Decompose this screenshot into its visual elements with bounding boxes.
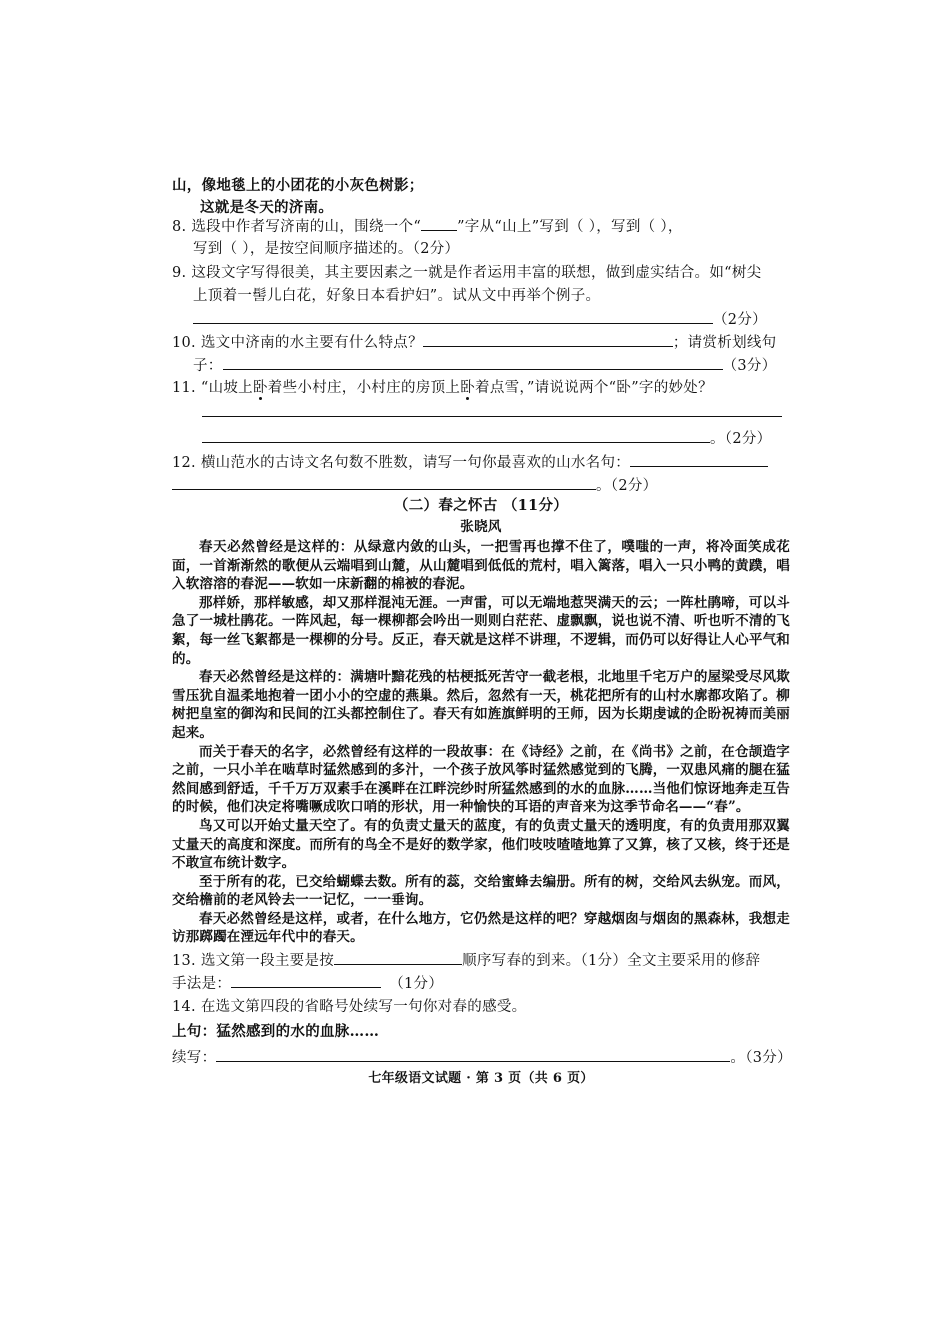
question-13-text-c: 手法是： — [172, 976, 232, 992]
question-11-answer-blank-2[interactable] — [202, 428, 710, 443]
question-9-line-2: 上顶着一髻儿白花，好象日本看护妇”。试从文中再举个例子。 — [193, 288, 601, 304]
question-11-text-c: 着点雪，”请说说两个“卧”字的妙处？ — [475, 380, 713, 396]
question-8-line-2: 写到（ ），是按空间顺序描述的。（2分） — [193, 241, 460, 257]
passage-paragraph-6: 至于所有的花，已交给蝴蝶去数。所有的蕊，交给蜜蜂去编册。所有的树，交给风去纵宠。而风，交给檐前的老风铃去一一记忆，一一垂询。 — [172, 873, 790, 909]
passage-paragraph-2: 那样娇，那样敏感，却又那样混沌无涯。一声雷，可以无端地惹哭满天的云；一阵杜鹃啼，可以斗急了一城杜鹃花。一阵风起，每一棵柳都会吟出一则则白茫茫、虚飘飘，说也说不清、听也听不清的飞絮，每一丝飞絮都是一棵柳的分号。反正，春天就是这样不讲理，不逻辑，而仍可以好得让人心平气和的。 — [172, 594, 790, 667]
question-12-text: 12. 横山范水的古诗文名句数不胜数，请写一句你最喜欢的山水名句： — [172, 455, 631, 471]
section-title: （二）春之怀古 （11分） — [393, 497, 569, 514]
question-13-line-2 — [172, 973, 443, 994]
question-13-blank-1[interactable] — [334, 950, 462, 965]
question-11-answer-row-1 — [202, 402, 782, 423]
passage-paragraph-3: 春天必然曾经是这样的：满塘叶黯花残的枯梗抵死苦守一截老根，北地里千宅万户的屋梁受尽风欺雪压犹自温柔地抱着一团小小的空虚的燕巢。然后，忽然有一天，桃花把所有的山村水廓都攻陷了。柳树把皇室的御沟和民间的江头都控制住了。春天有如旌旗鲜明的王师，因为长期虔诚的企盼祝祷而美丽起来。 — [172, 669, 790, 741]
question-11-emphasis-1: 卧 — [252, 380, 268, 396]
question-10-blank-2[interactable] — [223, 355, 723, 370]
question-11-text-b: 着些小村庄，小村庄的房顶上 — [267, 380, 461, 396]
question-13-text-b: 顺序写春的到来。（1分）全文主要采用的修辞 — [462, 953, 761, 969]
question-11-line-1 — [172, 378, 713, 398]
question-10-line-1 — [172, 332, 776, 353]
question-14-score: 。（3分） — [730, 1050, 792, 1066]
question-9-answer-row — [193, 309, 767, 330]
question-14-continue-row — [172, 1047, 792, 1068]
question-12-blank-2[interactable] — [172, 475, 596, 490]
question-8-line-1 — [172, 216, 683, 237]
question-11-score: 。（2分） — [710, 431, 772, 447]
question-8-text-a: 8. 选段中作者写济南的山，围绕一个“ — [172, 219, 422, 235]
passage-body — [172, 538, 790, 947]
question-14-upper-sentence: 上句：猛然感到的水的血脉…… — [172, 1023, 380, 1040]
passage-paragraph-1: 春天必然曾经是这样的：从绿意内敛的山头，一把雪再也撑不住了，噗嗤的一声，将冷面笑成花面，一首渐渐然的歌便从云端唱到山麓，从山麓唱到低低的荒村，唱入篱落，唱入一只小鸭的黄蹼，唱入软溶溶的春泥——软如一床新翻的棉被的春泥。 — [172, 539, 790, 593]
question-11-answer-row-2 — [202, 428, 771, 449]
passage-tail-line-1: 山，像地毯上的小团花的小灰色树影； — [172, 177, 424, 194]
question-9-line-1: 9. 这段文字写得很美，其主要因素之一就是作者运用丰富的联想，做到虚实结合。如“树尖 — [172, 265, 762, 281]
question-14-line-1: 14. 在选文第四段的省略号处续写一句你对春的感受。 — [172, 999, 527, 1015]
question-13-line-1 — [172, 950, 760, 971]
question-10-text-c: 子： — [193, 358, 223, 374]
question-11-emphasis-2: 卧 — [460, 380, 476, 396]
passage-author: 张晓风 — [460, 519, 502, 535]
question-12-blank-1[interactable] — [630, 452, 768, 467]
question-14-answer-blank[interactable] — [216, 1047, 730, 1062]
question-14-continue-label: 续写： — [172, 1050, 217, 1066]
question-13-score: （1分） — [389, 976, 444, 992]
question-10-blank-1[interactable] — [423, 332, 673, 347]
question-10-line-2 — [193, 355, 777, 376]
question-11-answer-blank-1[interactable] — [202, 402, 782, 417]
question-13-blank-2[interactable] — [231, 973, 381, 988]
question-9-answer-blank[interactable] — [193, 309, 713, 324]
question-8-blank-1[interactable] — [421, 216, 457, 231]
question-10-text-b: ；请赏析划线句 — [672, 335, 777, 351]
page-footer: 七年级语文试题 · 第 3 页（共 6 页） — [368, 1071, 594, 1086]
question-12-line-2 — [172, 475, 657, 496]
question-13-text-a: 13. 选文第一段主要是按 — [172, 953, 335, 969]
passage-paragraph-4: 而关于春天的名字，必然曾经有这样的一段故事：在《诗经》之前，在《尚书》之前，在仓颉造字之前，一只小羊在啮草时猛然感到的多汁，一个孩子放风筝时猛然感觉到的飞腾，一双患风痛的腿在猛然间感到舒适，千千万万双素手在溪畔在江畔浣纱时所猛然感到的水的血脉……当他们惊讶地奔走互告的时候，他们决定将嘴噘成吹口哨的形状，用一种愉快的耳语的声音来为这季节命名——“春”。 — [172, 743, 790, 816]
question-12-line-1 — [172, 452, 768, 473]
question-10-score: （3分） — [722, 358, 777, 374]
passage-paragraph-5: 鸟又可以开始丈量天空了。有的负责丈量天的蓝度，有的负责丈量天的透明度，有的负责用那双翼丈量天的高度和深度。而所有的鸟全不是好的数学家，他们吱吱喳喳地算了又算，核了又核，终于还是不敢宣布统计数字。 — [172, 817, 790, 872]
question-8-text-b: ”字从“山上”写到（ ），写到（ ）， — [457, 219, 683, 235]
passage-paragraph-7: 春天必然曾经是这样，或者，在什么地方，它仍然是这样的吧？穿越烟囱与烟囱的黑森林，我想走访那踯躅在湮远年代中的春天。 — [172, 910, 790, 946]
question-9-score: （2分） — [713, 312, 767, 328]
passage-tail-line-2: 这就是冬天的济南。 — [200, 199, 334, 216]
question-12-score: 。（2分） — [596, 478, 658, 494]
question-10-text-a: 10. 选文中济南的水主要有什么特点？ — [172, 335, 423, 351]
question-11-text-a: 11. “山坡上 — [172, 380, 253, 396]
